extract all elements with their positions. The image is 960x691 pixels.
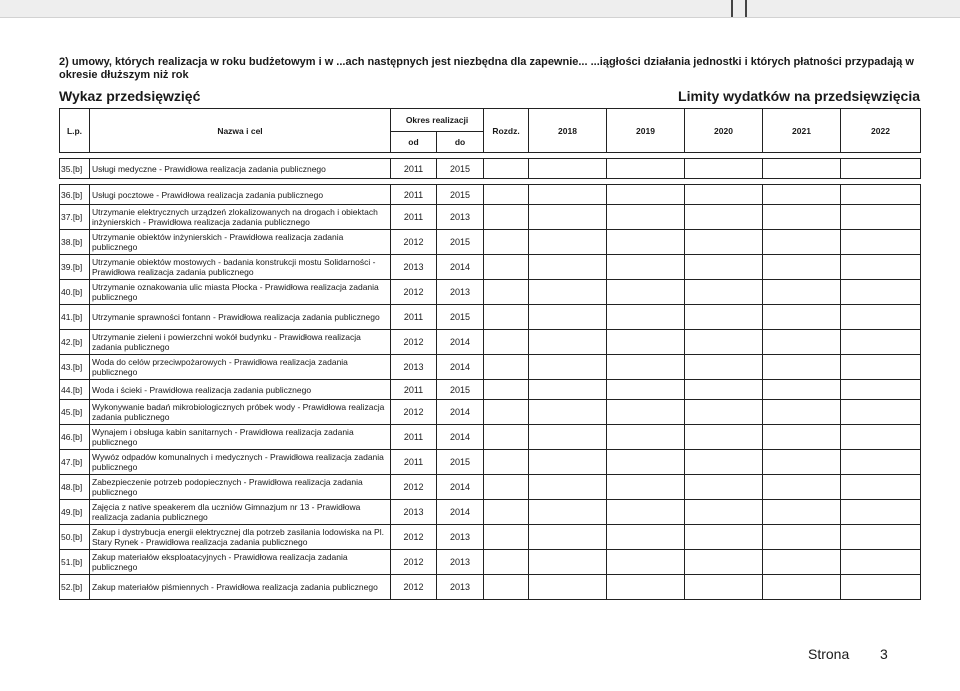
table-row [60, 230, 921, 255]
row-limit-cell [529, 450, 607, 475]
row-rozdz [484, 475, 529, 500]
row-limit-cell [685, 475, 763, 500]
row-lp: 46.[b] [60, 425, 90, 450]
row-from: 2011 [391, 450, 437, 475]
row-lp: 43.[b] [60, 355, 90, 380]
row-limit-cell [529, 330, 607, 355]
row-lp: 47.[b] [60, 450, 90, 475]
row-limit-cell [607, 230, 685, 255]
table-row [60, 280, 921, 305]
row-to: 2015 [437, 305, 484, 330]
row-lp: 49.[b] [60, 500, 90, 525]
row-name: Utrzymanie elektrycznych urządzeń zlokalizowanych na drogach i obiektach inżynierskich - Prawidłowa realizacja zadania publicznego [90, 205, 391, 230]
row-limit-cell [763, 550, 841, 575]
row-to: 2014 [437, 355, 484, 380]
row-limit-cell [763, 355, 841, 380]
row-limit-cell [685, 550, 763, 575]
header-year-2022: 2022 [841, 109, 921, 153]
table-row [60, 355, 921, 380]
row-lp: 38.[b] [60, 230, 90, 255]
row-from: 2012 [391, 525, 437, 550]
row-limit-cell [529, 525, 607, 550]
row-from: 2012 [391, 330, 437, 355]
row-name: Wykonywanie badań mikrobiologicznych próbek wody - Prawidłowa realizacja zadania publicznego [90, 400, 391, 425]
table-row [60, 380, 921, 400]
header-year-2019: 2019 [607, 109, 685, 153]
row-name: Usługi medyczne - Prawidłowa realizacja zadania publicznego [90, 159, 391, 179]
table-row [60, 500, 921, 525]
row-lp: 42.[b] [60, 330, 90, 355]
row-limit-cell [607, 380, 685, 400]
row-limit-cell [529, 475, 607, 500]
row-rozdz [484, 305, 529, 330]
row-limit-cell [607, 400, 685, 425]
row-lp: 37.[b] [60, 205, 90, 230]
table-row [60, 550, 921, 575]
row-limit-cell [607, 525, 685, 550]
row-lp: 51.[b] [60, 550, 90, 575]
header-to: do [437, 132, 484, 153]
row-to: 2013 [437, 280, 484, 305]
row-limit-cell [529, 380, 607, 400]
row-to: 2014 [437, 255, 484, 280]
row-limit-cell [685, 450, 763, 475]
row-limit-cell [841, 380, 921, 400]
row-limit-cell [763, 185, 841, 205]
row-limit-cell [607, 355, 685, 380]
row-lp: 39.[b] [60, 255, 90, 280]
row-limit-cell [607, 550, 685, 575]
row-rozdz [484, 205, 529, 230]
header-lp: L.p. [60, 109, 90, 153]
row-limit-cell [685, 355, 763, 380]
table-row [60, 575, 921, 600]
table-row [60, 305, 921, 330]
row-limit-cell [763, 500, 841, 525]
limits-title: Limity wydatków na przedsięwzięcia [678, 88, 920, 104]
row-limit-cell [841, 330, 921, 355]
page-label: Strona [808, 646, 850, 662]
row-rozdz [484, 550, 529, 575]
row-limit-cell [529, 280, 607, 305]
row-limit-cell [841, 255, 921, 280]
row-rozdz [484, 230, 529, 255]
row-rozdz [484, 280, 529, 305]
row-limit-cell [841, 500, 921, 525]
row-limit-cell [685, 255, 763, 280]
row-to: 2014 [437, 400, 484, 425]
table-row [60, 159, 921, 179]
row-limit-cell [841, 185, 921, 205]
row-from: 2012 [391, 475, 437, 500]
table-row [60, 525, 921, 550]
table-row [60, 205, 921, 230]
row-limit-cell [685, 380, 763, 400]
row-to: 2015 [437, 450, 484, 475]
row-limit-cell [685, 205, 763, 230]
row-limit-cell [841, 280, 921, 305]
row-lp: 50.[b] [60, 525, 90, 550]
row-limit-cell [841, 159, 921, 179]
row-name: Zakup materiałów eksploatacyjnych - Prawidłowa realizacja zadania publicznego [90, 550, 391, 575]
row-rozdz [484, 255, 529, 280]
row-from: 2012 [391, 230, 437, 255]
row-limit-cell [529, 255, 607, 280]
row-limit-cell [529, 400, 607, 425]
row-limit-cell [607, 255, 685, 280]
header-from: od [391, 132, 437, 153]
header-rozdz: Rozdz. [484, 109, 529, 153]
row-limit-cell [529, 205, 607, 230]
page-number: 3 [880, 646, 888, 662]
row-from: 2011 [391, 380, 437, 400]
row-limit-cell [607, 330, 685, 355]
row-limit-cell [841, 230, 921, 255]
row-from: 2012 [391, 400, 437, 425]
row-from: 2013 [391, 255, 437, 280]
row-rozdz [484, 159, 529, 179]
row-lp: 36.[b] [60, 185, 90, 205]
row-limit-cell [841, 425, 921, 450]
row-limit-cell [763, 380, 841, 400]
row-limit-cell [529, 575, 607, 600]
table-row [60, 330, 921, 355]
row-from: 2012 [391, 280, 437, 305]
row-limit-cell [529, 500, 607, 525]
row-name: Utrzymanie obiektów mostowych - badania konstrukcji mostu Solidarności - Prawidłowa realizacja zadania publicznego [90, 255, 391, 280]
row-limit-cell [685, 575, 763, 600]
row-limit-cell [763, 400, 841, 425]
header-year-2018: 2018 [529, 109, 607, 153]
row-limit-cell [763, 280, 841, 305]
row-limit-cell [607, 575, 685, 600]
row-lp: 35.[b] [60, 159, 90, 179]
row-rozdz [484, 525, 529, 550]
row-from: 2012 [391, 550, 437, 575]
projects-table [59, 108, 921, 600]
header-year-2020: 2020 [685, 109, 763, 153]
row-rozdz [484, 380, 529, 400]
row-name: Utrzymanie oznakowania ulic miasta Płocka - Prawidłowa realizacja zadania publicznego [90, 280, 391, 305]
header-period: Okres realizacji [391, 109, 484, 132]
row-name: Wywóz odpadów komunalnych i medycznych - Prawidłowa realizacja zadania publicznego [90, 450, 391, 475]
row-limit-cell [607, 500, 685, 525]
row-limit-cell [529, 550, 607, 575]
row-to: 2014 [437, 475, 484, 500]
row-rozdz [484, 355, 529, 380]
row-lp: 41.[b] [60, 305, 90, 330]
header-name: Nazwa i cel [90, 109, 391, 153]
table-row [60, 255, 921, 280]
row-limit-cell [841, 525, 921, 550]
row-name: Zajęcia z native speakerem dla uczniów Gimnazjum nr 13 - Prawidłowa realizacja zadania publicznego [90, 500, 391, 525]
row-name: Woda do celów przeciwpożarowych - Prawidłowa realizacja zadania publicznego [90, 355, 391, 380]
row-to: 2015 [437, 380, 484, 400]
row-to: 2013 [437, 525, 484, 550]
row-to: 2013 [437, 550, 484, 575]
scan-top-strip [0, 0, 960, 18]
row-from: 2012 [391, 575, 437, 600]
row-limit-cell [685, 525, 763, 550]
row-to: 2014 [437, 425, 484, 450]
row-limit-cell [529, 355, 607, 380]
row-to: 2014 [437, 500, 484, 525]
row-limit-cell [529, 230, 607, 255]
row-from: 2011 [391, 185, 437, 205]
row-lp: 48.[b] [60, 475, 90, 500]
row-from: 2011 [391, 205, 437, 230]
table-row [60, 185, 921, 205]
scan-mark [731, 0, 733, 17]
row-limit-cell [685, 400, 763, 425]
row-rozdz [484, 330, 529, 355]
header-year-2021: 2021 [763, 109, 841, 153]
row-limit-cell [607, 450, 685, 475]
row-limit-cell [685, 425, 763, 450]
row-limit-cell [763, 525, 841, 550]
row-limit-cell [763, 575, 841, 600]
row-limit-cell [763, 475, 841, 500]
section-title: Wykaz przedsięwzięć [59, 88, 201, 104]
row-from: 2011 [391, 425, 437, 450]
row-limit-cell [763, 450, 841, 475]
row-limit-cell [841, 400, 921, 425]
row-limit-cell [685, 305, 763, 330]
row-name: Wynajem i obsługa kabin sanitarnych - Prawidłowa realizacja zadania publicznego [90, 425, 391, 450]
row-limit-cell [685, 185, 763, 205]
row-rozdz [484, 185, 529, 205]
row-limit-cell [685, 330, 763, 355]
scan-mark [745, 0, 747, 17]
row-limit-cell [841, 450, 921, 475]
row-lp: 44.[b] [60, 380, 90, 400]
table-row [60, 450, 921, 475]
row-limit-cell [607, 280, 685, 305]
row-to: 2013 [437, 575, 484, 600]
row-limit-cell [763, 305, 841, 330]
row-limit-cell [607, 205, 685, 230]
row-limit-cell [763, 255, 841, 280]
row-limit-cell [529, 305, 607, 330]
row-limit-cell [841, 355, 921, 380]
row-name: Zakup i dystrybucja energii elektrycznej dla potrzeb zasilania lodowiska na Pl. Stary Rynek - Prawidłowa realizacja zadania publicznego [90, 525, 391, 550]
row-to: 2015 [437, 185, 484, 205]
row-rozdz [484, 500, 529, 525]
row-limit-cell [685, 230, 763, 255]
row-name: Utrzymanie zieleni i powierzchni wokół budynku - Prawidłowa realizacja zadania publicznego [90, 330, 391, 355]
row-limit-cell [841, 205, 921, 230]
intro-text: 2) umowy, których realizacja w roku budżetowym i w ...ach następnych jest niezbędna dla zapewnie... ...iągłości działania jednostki i których płatności przypadają w okresie dłuższym niż rok [59, 56, 914, 81]
row-limit-cell [763, 159, 841, 179]
row-limit-cell [685, 280, 763, 305]
row-limit-cell [685, 159, 763, 179]
row-limit-cell [685, 500, 763, 525]
row-to: 2015 [437, 230, 484, 255]
row-name: Usługi pocztowe - Prawidłowa realizacja zadania publicznego [90, 185, 391, 205]
row-limit-cell [763, 330, 841, 355]
row-lp: 52.[b] [60, 575, 90, 600]
row-rozdz [484, 425, 529, 450]
row-rozdz [484, 450, 529, 475]
row-name: Zabezpieczenie potrzeb podopiecznych - Prawidłowa realizacja zadania publicznego [90, 475, 391, 500]
row-name: Utrzymanie sprawności fontann - Prawidłowa realizacja zadania publicznego [90, 305, 391, 330]
row-rozdz [484, 400, 529, 425]
row-name: Woda i ścieki - Prawidłowa realizacja zadania publicznego [90, 380, 391, 400]
row-from: 2013 [391, 355, 437, 380]
row-rozdz [484, 575, 529, 600]
row-name: Zakup materiałów piśmiennych - Prawidłowa realizacja zadania publicznego [90, 575, 391, 600]
row-from: 2013 [391, 500, 437, 525]
row-limit-cell [841, 550, 921, 575]
row-limit-cell [841, 305, 921, 330]
row-lp: 45.[b] [60, 400, 90, 425]
table-row [60, 400, 921, 425]
row-name: Utrzymanie obiektów inżynierskich - Prawidłowa realizacja zadania publicznego [90, 230, 391, 255]
row-lp: 40.[b] [60, 280, 90, 305]
row-limit-cell [529, 425, 607, 450]
row-to: 2013 [437, 205, 484, 230]
row-from: 2011 [391, 159, 437, 179]
row-limit-cell [763, 425, 841, 450]
row-to: 2014 [437, 330, 484, 355]
table-body [60, 153, 921, 600]
row-limit-cell [607, 185, 685, 205]
row-limit-cell [841, 575, 921, 600]
row-to: 2015 [437, 159, 484, 179]
row-limit-cell [841, 475, 921, 500]
row-limit-cell [529, 185, 607, 205]
row-limit-cell [529, 159, 607, 179]
row-limit-cell [607, 475, 685, 500]
table-row [60, 425, 921, 450]
row-limit-cell [763, 230, 841, 255]
row-limit-cell [607, 305, 685, 330]
table-row [60, 475, 921, 500]
row-limit-cell [607, 159, 685, 179]
row-from: 2011 [391, 305, 437, 330]
row-limit-cell [607, 425, 685, 450]
row-limit-cell [763, 205, 841, 230]
